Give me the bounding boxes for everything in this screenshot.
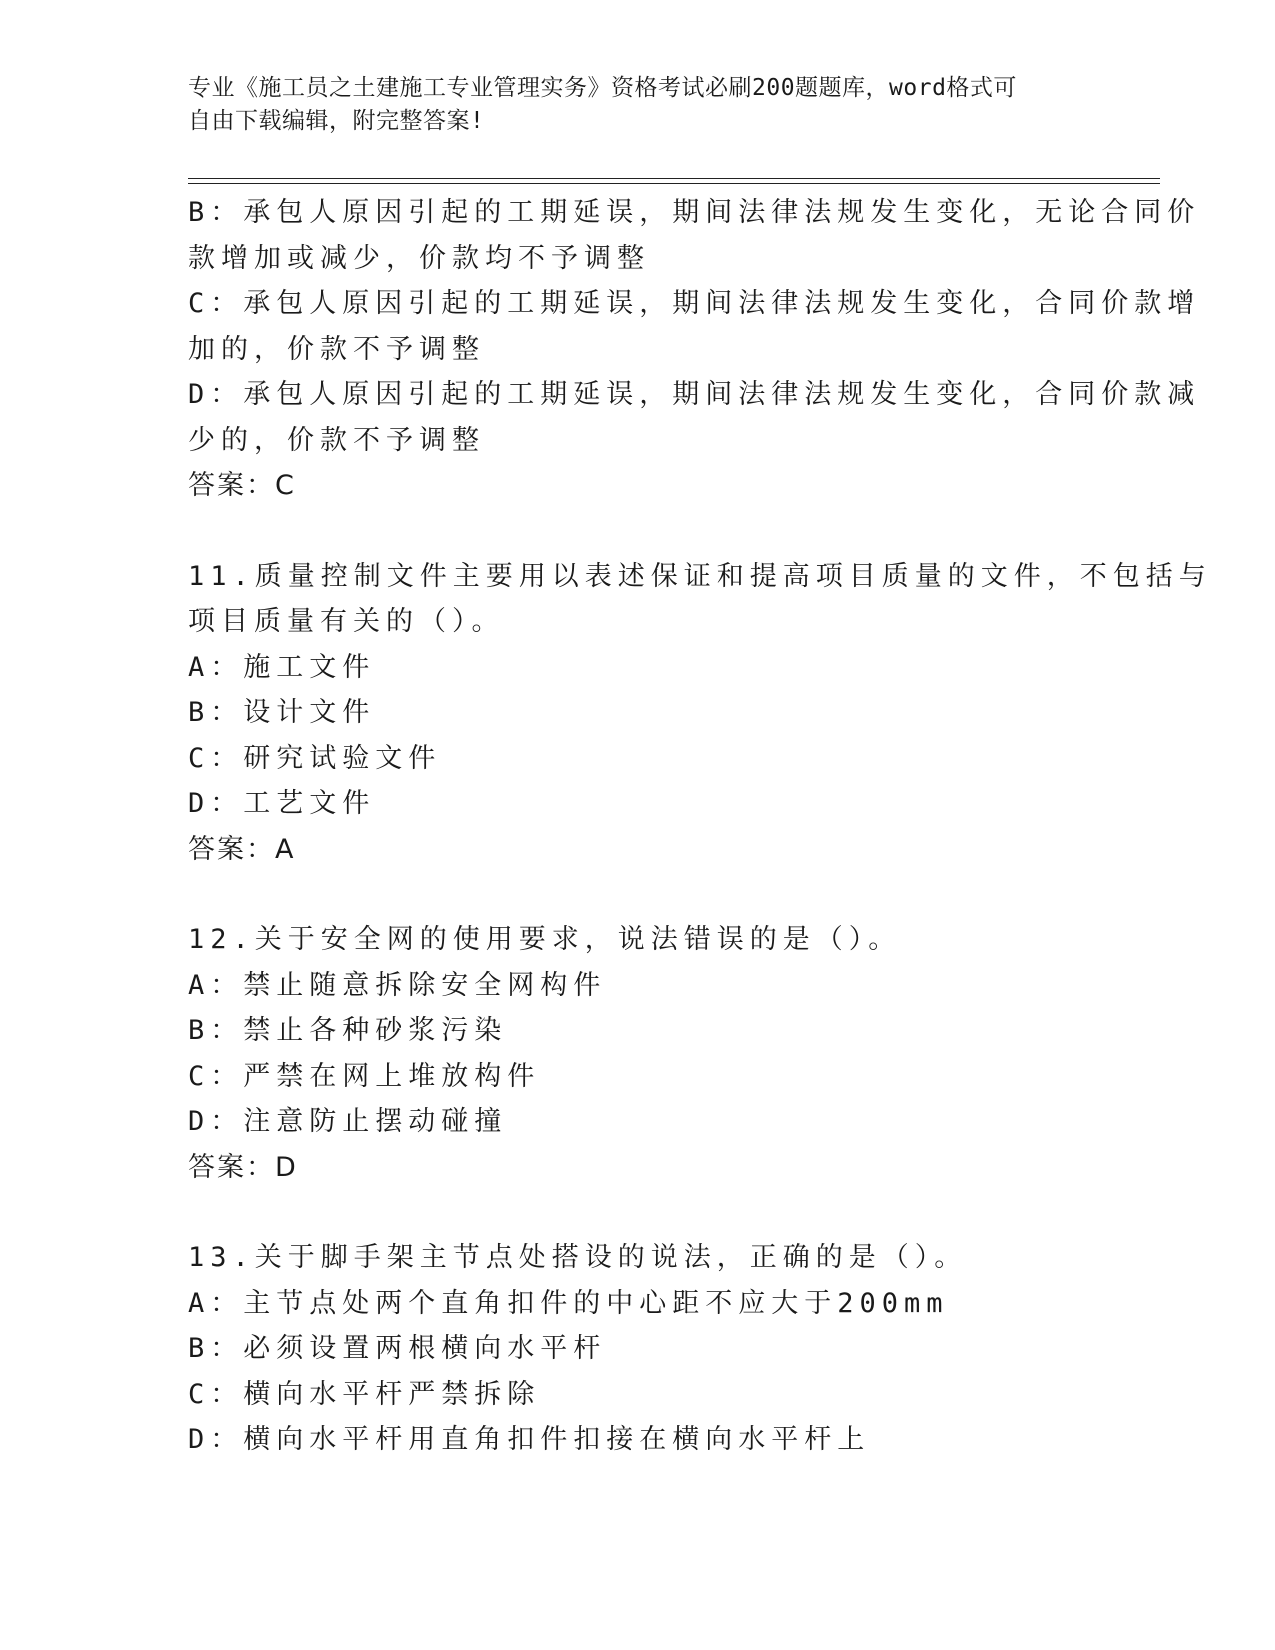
q12-answer: 答案：D	[188, 1151, 298, 1183]
q11-option-a: A：施工文件	[188, 651, 376, 683]
q10-option-d-line-1: D：承包人原因引起的工期延误，期间法律法规发生变化，合同价款减	[188, 379, 1201, 410]
q12-option-c: C：严禁在网上堆放构件	[188, 1060, 541, 1092]
q10-option-c-line-1: C：承包人原因引起的工期延误，期间法律法规发生变化，合同价款增	[188, 288, 1201, 319]
q12-option-b: B：禁止各种砂浆污染	[188, 1015, 508, 1046]
q13-option-d: D：横向水平杆用直角扣件扣接在横向水平杆上	[188, 1424, 871, 1455]
q12-stem: 12.关于安全网的使用要求，说法错误的是（）。	[188, 924, 902, 955]
spacer	[188, 1190, 1088, 1235]
question-12	[188, 917, 1088, 1190]
q11-stem-line-1: 11.质量控制文件主要用以表述保证和提高项目质量的文件，不包括与	[188, 560, 1212, 592]
q11-stem-line-2: 项目质量有关的（）。	[188, 606, 505, 637]
q10-option-d-line-2: 少的，价款不予调整	[188, 424, 485, 456]
header-line-2: 自由下载编辑，附完整答案!	[188, 108, 485, 134]
question-13	[188, 1235, 1088, 1463]
q10-answer: 答案：C	[188, 470, 296, 501]
q10-option-c-line-2: 加的，价款不予调整	[188, 333, 485, 365]
spacer	[188, 509, 1088, 554]
spacer	[188, 872, 1088, 917]
header-rule-top	[188, 178, 1160, 179]
header-rule-bottom	[188, 183, 1160, 184]
question-11	[188, 554, 1212, 873]
header-line-1: 专业《施工员之土建施工专业管理实务》资格考试必刷200题题库，word格式可	[188, 75, 1017, 101]
q13-option-b: B：必须设置两根横向水平杆	[188, 1333, 607, 1364]
document-body	[188, 190, 1212, 1463]
q11-option-d: D：工艺文件	[188, 788, 376, 819]
q11-answer: 答案：A	[188, 833, 296, 865]
q10-option-b-line-2: 款增加或减少，价款均不予调整	[188, 242, 650, 274]
document-header	[188, 72, 1088, 138]
q12-option-a: A：禁止随意拆除安全网构件	[188, 969, 607, 1001]
q12-option-d: D：注意防止摆动碰撞	[188, 1106, 508, 1137]
q10-option-b-line-1: B：承包人原因引起的工期延误，期间法律法规发生变化，无论合同价	[188, 197, 1201, 228]
q13-option-c: C：横向水平杆严禁拆除	[188, 1378, 541, 1410]
q13-stem: 13.关于脚手架主节点处搭设的说法，正确的是（）。	[188, 1242, 968, 1273]
q13-option-a: A：主节点处两个直角扣件的中心距不应大于200mm	[188, 1287, 949, 1319]
q11-option-b: B：设计文件	[188, 697, 376, 728]
q11-option-c: C：研究试验文件	[188, 742, 442, 774]
question-10	[188, 190, 1201, 509]
